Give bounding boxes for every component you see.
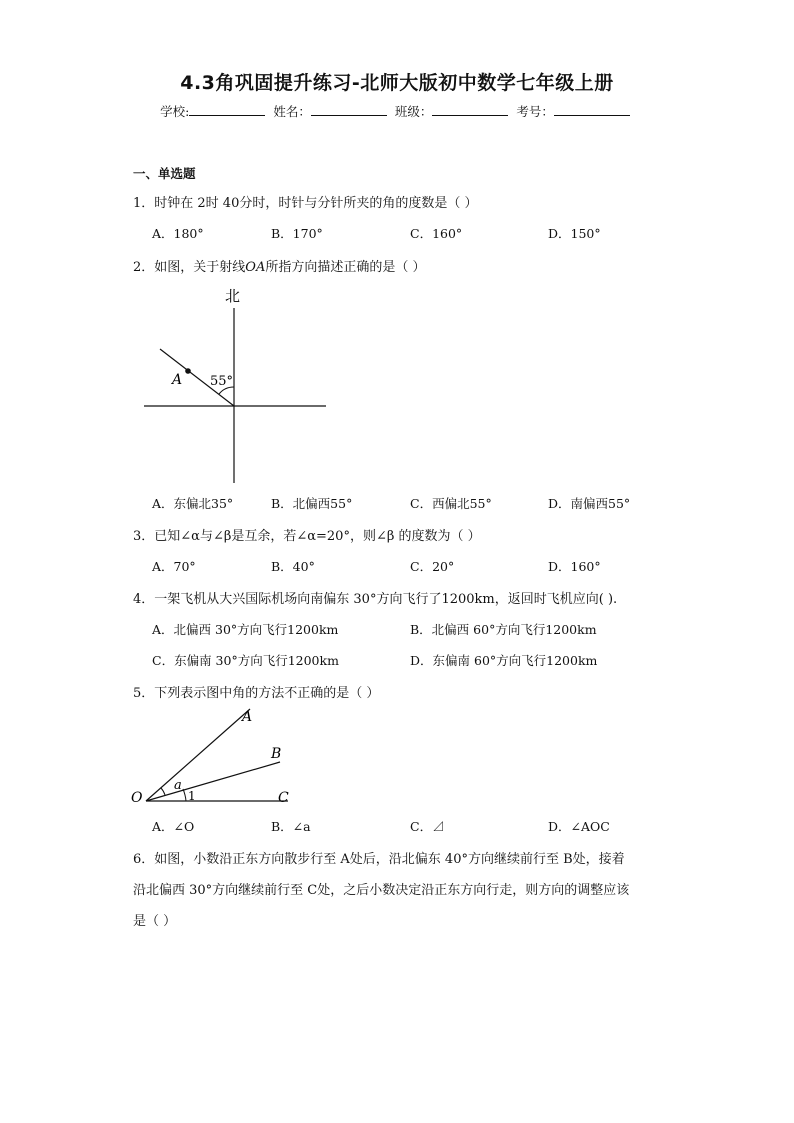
- question-5-stem: 5．下列表示图中角的方法不正确的是（ ）: [133, 686, 380, 701]
- question-3-option-b[interactable]: B．40°: [271, 559, 315, 574]
- question-2-stem-suffix: 所指方向描述正确的是（ ）: [265, 260, 426, 275]
- school-blank[interactable]: [189, 103, 265, 116]
- question-6-line-3: 是（ ）: [133, 914, 177, 929]
- ray-ob: [146, 762, 280, 801]
- page-title: 4.3角巩固提升练习-北师大版初中数学七年级上册: [180, 72, 614, 94]
- angle-1-label: 1: [188, 789, 196, 803]
- question-1-stem: 1．时钟在 2时 40分时，时针与分针所夹的角的度数是（ ）: [133, 196, 478, 211]
- angle-alpha-arc: [161, 788, 165, 795]
- question-4-stem: 4．一架飞机从大兴国际机场向南偏东 30°方向飞行了1200km，返回时飞机应向( ).: [133, 592, 618, 607]
- question-3-stem: 3．已知∠α与∠β是互余，若∠α=20°，则∠β 的度数为（ ）: [133, 529, 481, 544]
- name-label: 姓名：: [273, 104, 311, 119]
- question-2-stem-var: OA: [245, 260, 266, 275]
- point-a-dot: [185, 368, 191, 374]
- point-o-label: O: [131, 790, 143, 806]
- exam-no-blank[interactable]: [554, 103, 630, 116]
- question-1-option-c[interactable]: C．160°: [410, 226, 463, 241]
- question-1-option-d[interactable]: D．150°: [548, 226, 601, 241]
- question-2-stem-prefix: 2．如图，关于射线: [133, 260, 246, 275]
- question-5-option-a[interactable]: A．∠O: [152, 819, 195, 834]
- question-5-option-b[interactable]: B．∠a: [271, 819, 311, 834]
- question-3-option-c[interactable]: C．20°: [410, 559, 455, 574]
- question-2-option-a[interactable]: A．东偏北35°: [152, 496, 234, 511]
- angle-label: 55°: [210, 374, 234, 389]
- name-blank[interactable]: [311, 103, 387, 116]
- question-1-option-b[interactable]: B．170°: [271, 226, 323, 241]
- point-a-label: A: [172, 372, 183, 388]
- question-2-option-b[interactable]: B．北偏西55°: [271, 496, 353, 511]
- north-label: 北: [225, 287, 241, 305]
- question-3-option-a[interactable]: A．70°: [152, 559, 196, 574]
- question-6-line-2: 沿北偏西 30°方向继续前行至 C处，之后小数决定沿正东方向行走，则方向的调整应该: [133, 883, 630, 898]
- angle-1-arc: [183, 789, 186, 801]
- ray-oa: [146, 709, 253, 801]
- question-1-option-a[interactable]: A．180°: [152, 226, 204, 241]
- question-2-option-c[interactable]: C．西偏北55°: [410, 496, 492, 511]
- class-label: 班级：: [394, 104, 433, 119]
- class-blank[interactable]: [432, 103, 508, 116]
- point-a-label: A: [242, 709, 253, 725]
- alpha-label: a: [174, 778, 182, 793]
- question-5-option-c[interactable]: C．⊿: [410, 819, 445, 834]
- question-2-figure: [140, 282, 340, 492]
- point-b-label: B: [271, 746, 282, 762]
- question-3-option-d[interactable]: D．160°: [548, 559, 601, 574]
- student-info-line: [0, 102, 794, 120]
- question-4-option-d[interactable]: D．东偏南 60°方向飞行1200km: [410, 653, 598, 668]
- point-c-label: C: [278, 790, 289, 806]
- question-6-line-1: 6．如图，小数沿正东方向散步行至 A处后，沿北偏东 40°方向继续前行至 B处，接着: [133, 852, 625, 867]
- question-2-stem: [133, 256, 425, 275]
- question-2-option-d[interactable]: D．南偏西55°: [548, 496, 631, 511]
- question-4-option-c[interactable]: C．东偏南 30°方向飞行1200km: [152, 653, 339, 668]
- exam-no-label: 考号：: [516, 104, 554, 119]
- question-5-figure: [128, 702, 303, 810]
- section-heading: 一、单选题: [133, 166, 196, 181]
- question-4-option-b[interactable]: B．北偏西 60°方向飞行1200km: [410, 622, 597, 637]
- question-4-option-a[interactable]: A．北偏西 30°方向飞行1200km: [152, 622, 339, 637]
- question-5-option-d[interactable]: D．∠AOC: [548, 819, 610, 834]
- school-label: 学校:: [160, 104, 190, 119]
